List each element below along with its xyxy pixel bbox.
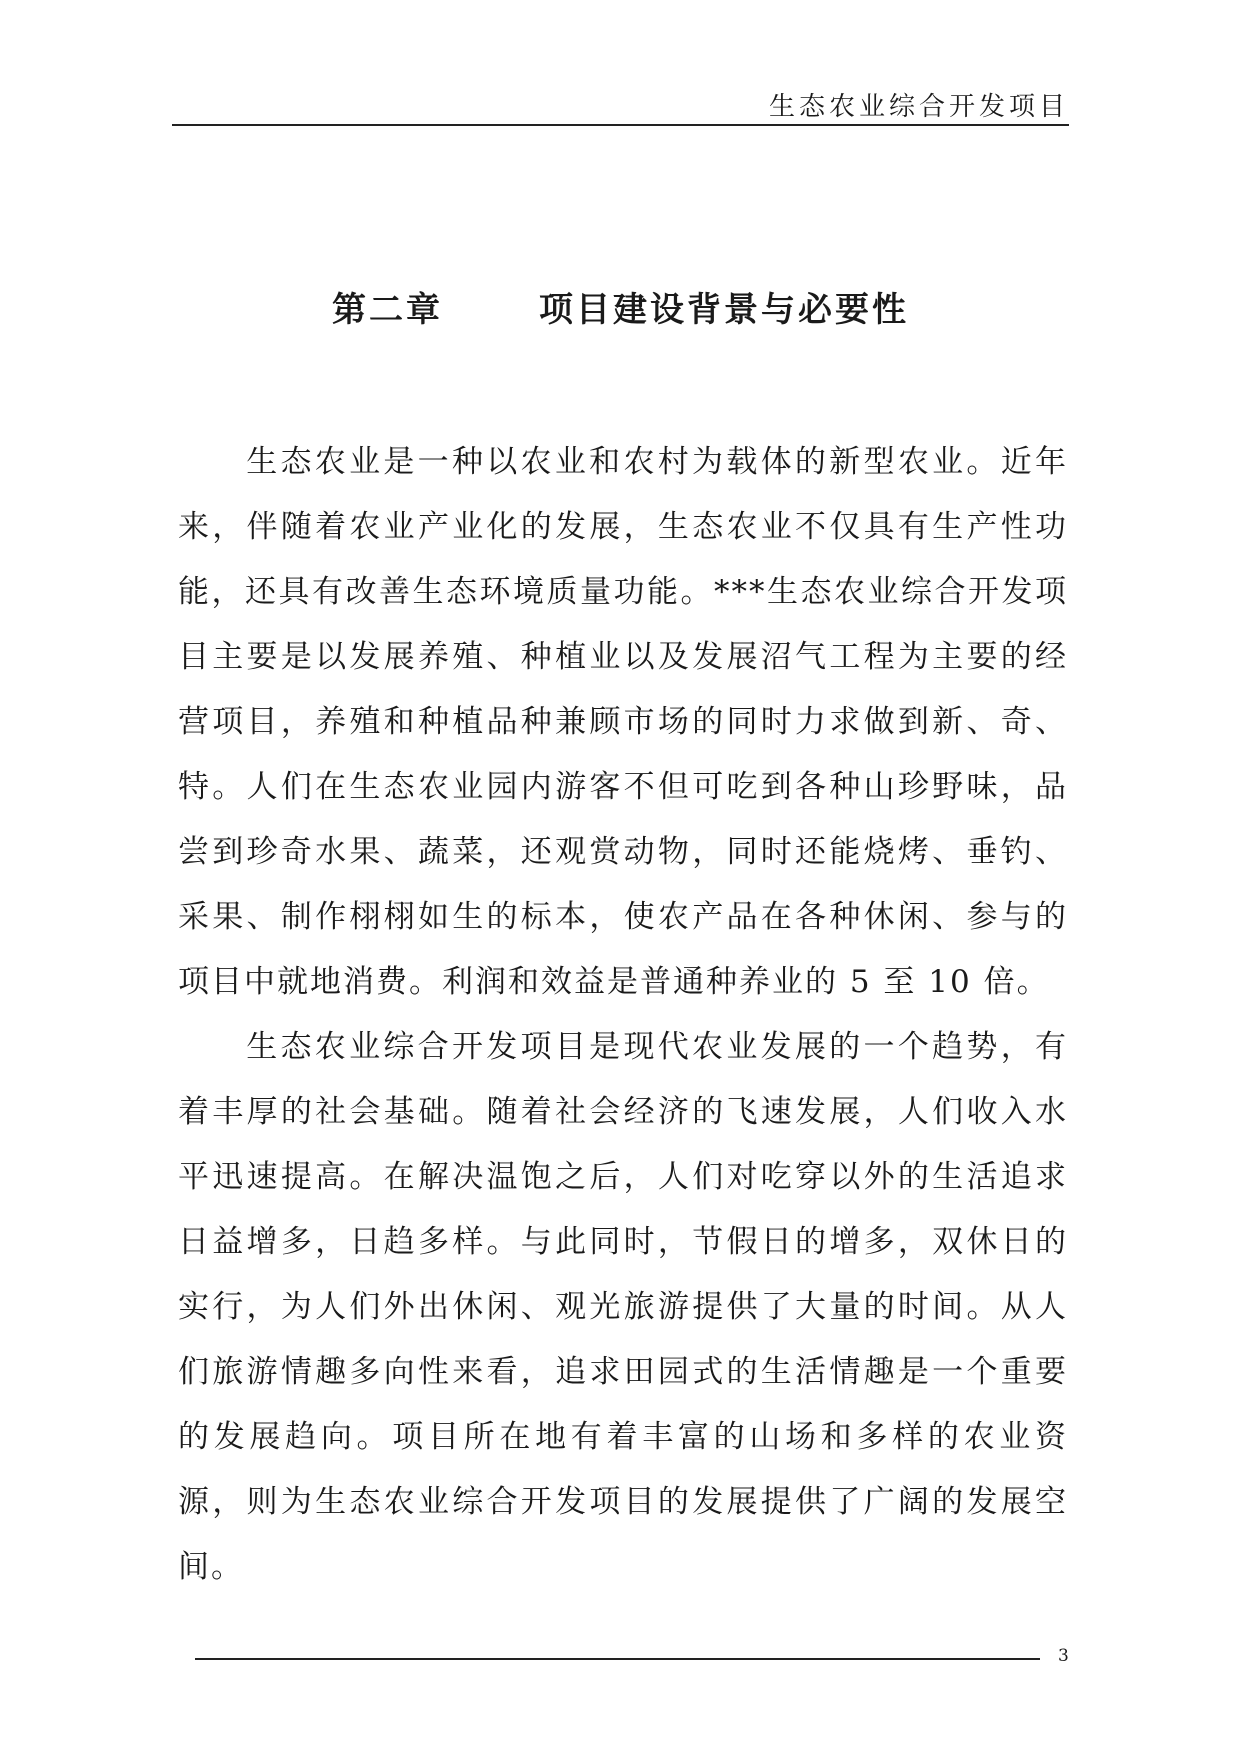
footer-divider: [195, 1658, 1040, 1660]
chapter-number: 第二章: [332, 290, 443, 330]
chapter-title: 项目建设背景与必要性: [539, 290, 909, 330]
body-paragraph: 生态农业是一种以农业和农村为载体的新型农业。近年来，伴随着农业产业化的发展，生态农业不仅具有生产性功能，还具有改善生态环境质量功能。***生态农业综合开发项目主要是以发展养殖、种植业以及发展沼气工程为主要的经营项目，养殖和种植品种兼顾市场的同时力求做到新、奇、特。人们在生态农业园内游客不但可吃到各种山珍野味，品尝到珍奇水果、蔬菜，还观赏动物，同时还能烧烤、垂钓、采果、制作栩栩如生的标本，使农产品在各种休闲、参与的项目中就地消费。利润和效益是普通种养业的 5 至 10 倍。: [178, 444, 1068, 1000]
body-paragraph: 生态农业综合开发项目是现代农业发展的一个趋势，有着丰厚的社会基础。随着社会经济的飞速发展，人们收入水平迅速提高。在解决温饱之后，人们对吃穿以外的生活追求日益增多，日趋多样。与此同时，节假日的增多，双休日的实行，为人们外出休闲、观光旅游提供了大量的时间。从人们旅游情趣多向性来看，追求田园式的生活情趣是一个重要的发展趋向。项目所在地有着丰富的山场和多样的农业资源，则为生态农业综合开发项目的发展提供了广阔的发展空间。: [178, 1029, 1068, 1585]
header-divider: [172, 124, 1069, 126]
page-number: 3: [1058, 1646, 1069, 1666]
chapter-body: [178, 430, 1068, 1600]
chapter-heading: [0, 282, 1241, 331]
running-header-title: 生态农业综合开发项目: [768, 92, 1069, 122]
